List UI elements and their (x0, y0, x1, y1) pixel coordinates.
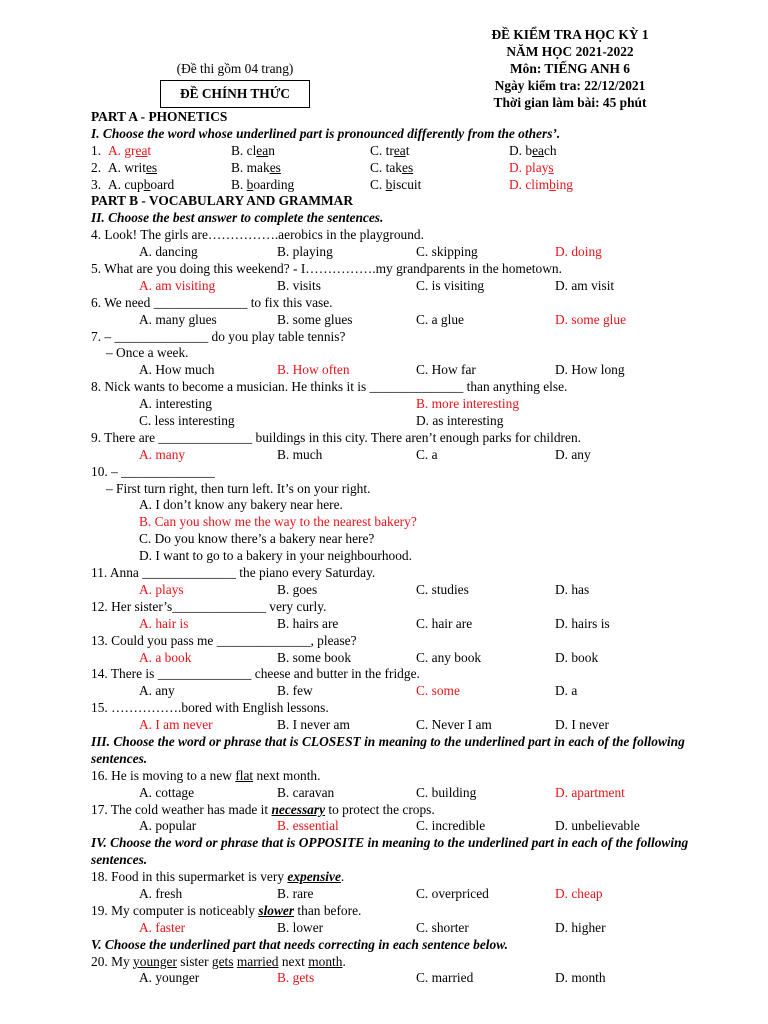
question-12-stem: 12. Her sister’s______________ very curly. (91, 598, 327, 614)
option-a[interactable]: A. cupboard (108, 176, 175, 192)
option-b[interactable]: B. Can you show me the way to the nearest bakery? (139, 514, 417, 530)
option-a[interactable]: A. many (139, 446, 186, 462)
instruction-phonetics: I. Choose the word whose underlined part is pronounced differently from the others’. (91, 125, 561, 141)
option-a[interactable]: A. am visiting (139, 277, 216, 293)
option-b[interactable]: B. caravan (277, 784, 335, 800)
option-b[interactable]: B. hairs are (277, 615, 339, 631)
option-d[interactable]: D. month (555, 970, 606, 986)
question-8-options-row2 (91, 413, 731, 430)
question-20-stem: 20. My younger sister gets married next month. (91, 953, 346, 969)
option-d[interactable]: D. plays (509, 159, 554, 175)
instruction-closest-meaning: III. Choose the word or phrase that is CLOSEST in meaning to the underlined part in each of the following sentences. (91, 733, 685, 766)
exam-title: ĐỀ KIỂM TRA HỌC KỲ 1 (491, 27, 649, 42)
question-1 (91, 143, 731, 160)
option-b[interactable]: B. more interesting (416, 396, 520, 412)
option-a[interactable]: A. younger (139, 970, 200, 986)
question-17-stem: 17. The cold weather has made it necessary to protect the crops. (91, 801, 435, 817)
option-c[interactable]: C. a glue (416, 311, 464, 327)
option-d[interactable]: D. doing (555, 244, 602, 260)
question-8-options-row1 (91, 396, 731, 413)
question-16-options (91, 785, 731, 802)
option-b[interactable]: B. rare (277, 886, 314, 902)
question-2 (91, 160, 731, 177)
question-number: 3. (91, 176, 102, 192)
option-b[interactable]: B. goes (277, 581, 318, 597)
exam-duration: Thời gian làm bài: 45 phút (493, 95, 647, 110)
option-a[interactable]: A. any (139, 683, 175, 699)
option-b[interactable]: B. makes (231, 159, 281, 175)
option-c[interactable]: C. hair are (416, 615, 473, 631)
question-number: 1. (91, 142, 102, 158)
option-b[interactable]: B. I never am (277, 717, 350, 733)
option-d[interactable]: D. book (555, 649, 599, 665)
option-a[interactable]: A. cottage (139, 784, 195, 800)
option-a[interactable]: A. dancing (139, 244, 198, 260)
option-a[interactable]: A. plays (139, 581, 184, 597)
question-number: 2. (91, 159, 102, 175)
option-c[interactable]: C. studies (416, 581, 469, 597)
question-20-options (91, 970, 731, 987)
option-b[interactable]: B. some glues (277, 311, 353, 327)
option-d[interactable]: D. climbing (509, 176, 573, 192)
option-c[interactable]: C. is visiting (416, 277, 485, 293)
option-d[interactable]: D. How long (555, 362, 625, 378)
question-4-options (91, 244, 731, 261)
option-a[interactable]: A. popular (139, 818, 197, 834)
option-a[interactable]: A. many glues (139, 311, 217, 327)
option-a[interactable]: A. hair is (139, 615, 189, 631)
question-5-stem: 5. What are you doing this weekend? - I…………….my grandparents in the hometown. (91, 261, 562, 277)
option-b[interactable]: B. visits (277, 277, 321, 293)
question-11-options (91, 582, 731, 599)
option-d[interactable]: D. hairs is (555, 615, 610, 631)
option-c[interactable]: C. How far (416, 362, 476, 378)
option-d[interactable]: D. has (555, 581, 590, 597)
option-d[interactable]: D. higher (555, 919, 606, 935)
option-a[interactable]: A. great (108, 142, 152, 158)
option-d[interactable]: D. unbelievable (555, 818, 640, 834)
question-8-stem: 8. Nick wants to become a musician. He thinks it is ______________ than anything else. (91, 379, 568, 395)
question-6-options (91, 312, 731, 329)
question-9-stem: 9. There are ______________ buildings in this city. There aren’t enough parks for children. (91, 429, 582, 445)
option-d[interactable]: D. apartment (555, 784, 625, 800)
option-b[interactable]: B. few (277, 683, 313, 699)
question-13-options (91, 650, 731, 667)
option-a[interactable]: A. I am never (139, 717, 213, 733)
underlined-word: slower (258, 902, 295, 918)
exam-header (440, 26, 700, 111)
option-b[interactable]: B. much (277, 446, 323, 462)
underlined-word: expensive (287, 869, 341, 885)
option-c[interactable]: C. Do you know there’s a bakery near here? (139, 531, 375, 547)
option-b[interactable]: B. lower (277, 919, 324, 935)
option-c[interactable]: C. a (416, 446, 438, 462)
option-c[interactable]: C. biscuit (370, 176, 422, 192)
option-a[interactable]: A. interesting (139, 396, 212, 412)
exam-content (91, 109, 731, 987)
option-c[interactable]: C. overpriced (416, 886, 489, 902)
option-c[interactable]: C. any book (416, 649, 482, 665)
subject: Môn: TIẾNG ANH 6 (510, 61, 630, 76)
question-15-options (91, 717, 731, 734)
underlined-word: necessary (271, 801, 326, 817)
question-3 (91, 177, 731, 194)
option-d[interactable]: D. as interesting (416, 413, 504, 429)
option-b[interactable]: B. boarding (231, 176, 295, 192)
option-c[interactable]: C. married (416, 970, 474, 986)
option-c[interactable]: C. incredible (416, 818, 486, 834)
question-6-stem: 6. We need ______________ to fix this vase. (91, 294, 333, 310)
question-12-options (91, 616, 731, 633)
question-15-stem: 15. …………….bored with English lessons. (91, 700, 329, 716)
option-d[interactable]: D. any (555, 446, 591, 462)
question-10-stem: 10. – ______________ (91, 463, 215, 479)
option-a[interactable]: A. How much (139, 362, 215, 378)
question-5-options (91, 278, 731, 295)
question-16-stem: 16. He is moving to a new flat next month. (91, 767, 321, 783)
option-d[interactable]: D. cheap (555, 886, 603, 902)
option-b[interactable]: B. essential (277, 818, 339, 834)
option-a[interactable]: A. a book (139, 649, 192, 665)
exam-date: Ngày kiểm tra: 22/12/2021 (494, 78, 646, 93)
question-7-stem: 7. – ______________ do you play table tennis? (91, 328, 346, 344)
option-b[interactable]: B. some book (277, 649, 352, 665)
question-10-reply: – First turn right, then turn left. It’s on your right. (106, 480, 371, 496)
underlined-word: flat (235, 767, 254, 783)
question-7-reply: – Once a week. (106, 345, 189, 361)
option-c[interactable]: C. building (416, 784, 477, 800)
part-b-title: PART B - VOCABULARY AND GRAMMAR (91, 193, 354, 209)
instruction-error-correction: V. Choose the underlined part that needs correcting in each sentence below. (91, 936, 508, 952)
option-c[interactable]: C. less interesting (139, 413, 235, 429)
option-c[interactable]: C. skipping (416, 244, 478, 260)
option-c[interactable]: C. Never I am (416, 717, 492, 733)
option-d[interactable]: D. a (555, 683, 578, 699)
question-19-stem: 19. My computer is noticeably slower than before. (91, 902, 362, 918)
question-14-stem: 14. There is ______________ cheese and butter in the fridge. (91, 666, 420, 682)
instruction-grammar: II. Choose the best answer to complete the sentences. (91, 210, 384, 226)
option-b[interactable]: B. playing (277, 244, 333, 260)
option-c[interactable]: C. shorter (416, 919, 469, 935)
school-year: NĂM HỌC 2021-2022 (506, 44, 634, 59)
question-18-stem: 18. Food in this supermarket is very expensive. (91, 869, 345, 885)
option-d[interactable]: D. beach (509, 142, 557, 158)
option-d[interactable]: D. am visit (555, 277, 615, 293)
question-9-options (91, 447, 731, 464)
question-14-options (91, 683, 731, 700)
question-17-options (91, 818, 731, 835)
option-a[interactable]: A. writes (108, 159, 158, 175)
option-c[interactable]: C. takes (370, 159, 414, 175)
option-d[interactable]: D. some glue (555, 311, 627, 327)
question-19-options (91, 920, 731, 937)
question-11-stem: 11. Anna ______________ the piano every Saturday. (91, 565, 376, 581)
page-count-note: (Đề thi gồm 04 trang) (176, 61, 294, 76)
question-13-stem: 13. Could you pass me ______________, please? (91, 632, 357, 648)
option-b[interactable]: B. gets (277, 970, 315, 986)
option-d[interactable]: D. I never (555, 717, 609, 733)
official-exam-box: ĐỀ CHÍNH THỨC (160, 80, 310, 108)
question-4-stem: 4. Look! The girls are…………….aerobics in the playground. (91, 227, 424, 243)
part-a-title: PART A - PHONETICS (91, 109, 228, 124)
option-a[interactable]: A. faster (139, 919, 186, 935)
question-7-options (91, 362, 731, 379)
option-c[interactable]: C. treat (370, 142, 410, 158)
option-d[interactable]: D. I want to go to a bakery in your neighbourhood. (139, 548, 412, 564)
option-a[interactable]: A. I don’t know any bakery near here. (139, 497, 343, 513)
option-a[interactable]: A. fresh (139, 886, 183, 902)
instruction-opposite-meaning: IV. Choose the word or phrase that is OPPOSITE in meaning to the underlined part in each of the following sentences. (91, 835, 689, 868)
option-b[interactable]: B. clean (231, 142, 275, 158)
option-c[interactable]: C. some (416, 683, 460, 699)
question-18-options (91, 886, 731, 903)
option-b[interactable]: B. How often (277, 362, 350, 378)
